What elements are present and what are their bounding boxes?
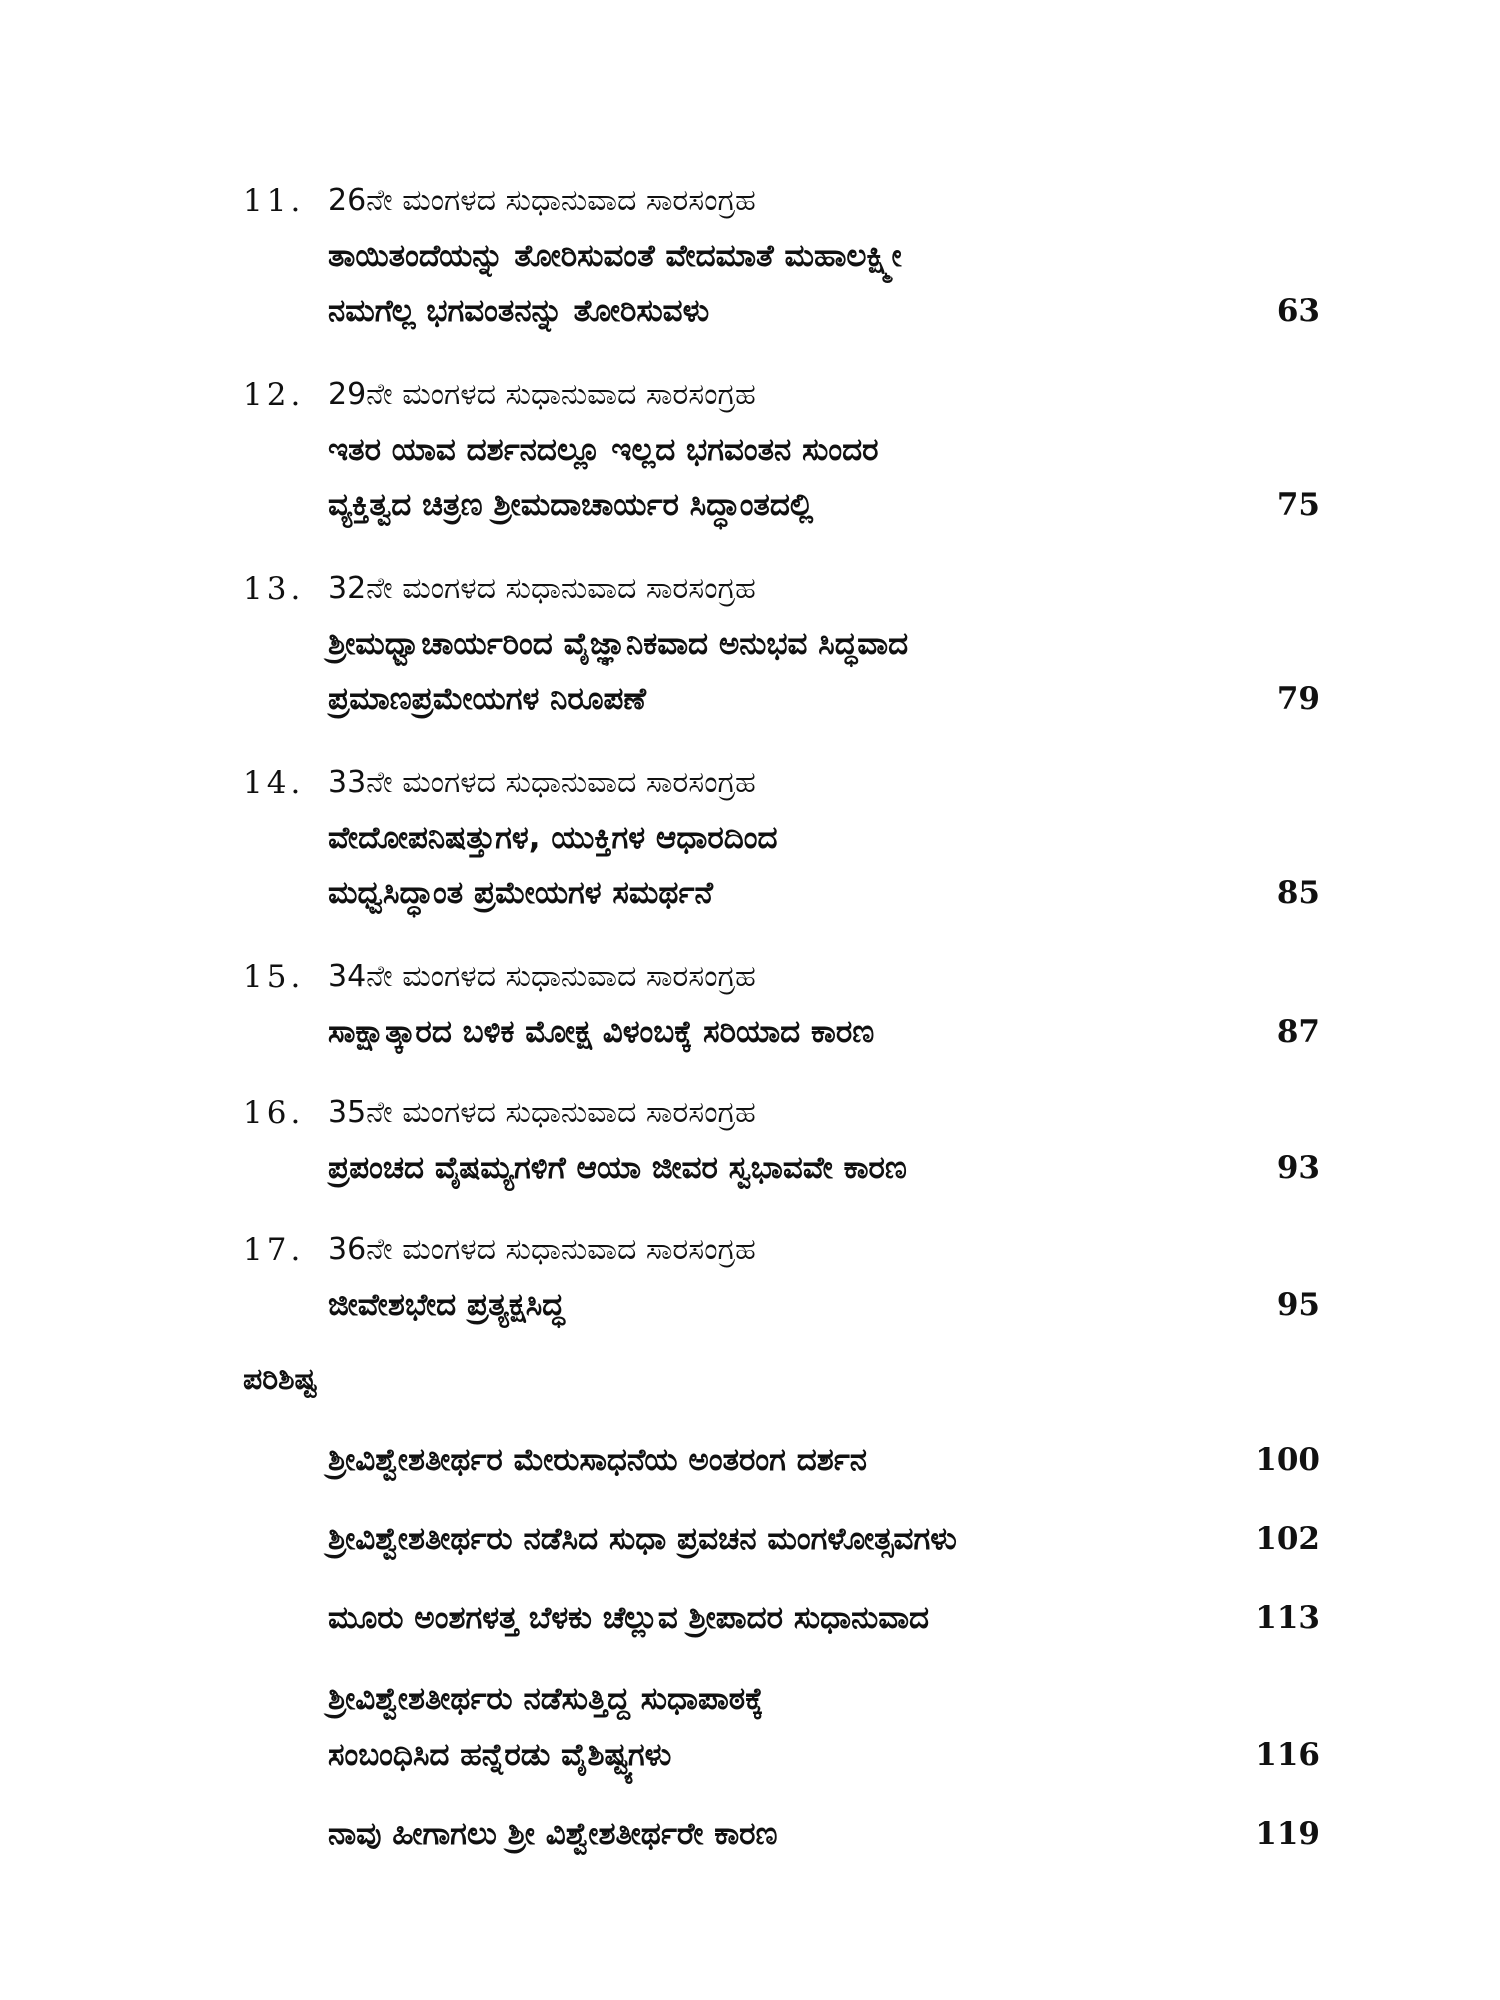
entry-subtitle: 29ನೇ ಮಂಗಳದ ಸುಧಾನುವಾದ ಸಾರಸಂಗ್ರಹ [328,377,756,412]
entry-page-number: 63 [1276,293,1320,329]
entry-page-number: 87 [1276,1014,1320,1050]
entry-title-line-1: ಸಾಕ್ಷಾತ್ಕಾರದ ಬಳಿಕ ಮೋಕ್ಷ ವಿಳಂಬಕ್ಕೆ ಸರಿಯಾದ ಕಾರಣ [328,1014,875,1050]
entry-title-line-1: ಶ್ರೀಮಧ್ವಾಚಾರ್ಯರಿಂದ ವೈಜ್ಞಾನಿಕವಾದ ಅನುಭವ ಸಿದ್ಧವಾದ [328,626,909,662]
entry-page-number: 93 [1276,1150,1320,1186]
entry-subtitle: 34ನೇ ಮಂಗಳದ ಸುಧಾನುವಾದ ಸಾರಸಂಗ್ರಹ [328,959,756,994]
entry-title-line-1: ತಾಯಿತಂದೆಯನ್ನು ತೋರಿಸುವಂತೆ ವೇದಮಾತೆ ಮಹಾಲಕ್ಷ್ಮೀ [328,238,902,274]
appendix-item-title: ಶ್ರೀವಿಶ್ವೇಶತೀರ್ಥರ ಮೇರುಸಾಧನೆಯ ಅಂತರಂಗ ದರ್ಶನ [328,1442,868,1478]
entry-title-line-2: ನಮಗೆಲ್ಲ ಭಗವಂತನನ್ನು ತೋರಿಸುವಳು [328,293,710,329]
entry-title-line-1: ಪ್ರಪಂಚದ ವೈಷಮ್ಯಗಳಿಗೆ ಆಯಾ ಜೀವರ ಸ್ವಭಾವವೇ ಕಾರಣ [328,1150,907,1186]
entry-number: 14. [243,765,305,801]
appendix-item-page: 116 [1255,1737,1320,1773]
appendix-item-page: 100 [1255,1442,1320,1478]
entry-number: 15. [243,959,305,995]
entry-number: 13. [243,571,305,607]
appendix-item-title: ನಾವು ಹೀಗಾಗಲು ಶ್ರೀ ವಿಶ್ವೇಶತೀರ್ಥರೇ ಕಾರಣ [328,1816,778,1852]
appendix-item-title: ಮೂರು ಅಂಶಗಳತ್ತ ಬೆಳಕು ಚೆಲ್ಲುವ ಶ್ರೀಪಾದರ ಸುಧಾನುವಾದ [328,1600,930,1636]
entry-number: 11. [243,183,305,219]
appendix-item-title-line-2: ಸಂಬಂಧಿಸಿದ ಹನ್ನೆರಡು ವೈಶಿಷ್ಟ್ಯಗಳು [328,1737,672,1773]
appendix-item-page: 113 [1255,1600,1320,1636]
entry-page-number: 85 [1276,875,1320,911]
entry-number: 12. [243,377,305,413]
appendix-item-title: ಶ್ರೀವಿಶ್ವೇಶತೀರ್ಥರು ನಡೆಸಿದ ಸುಧಾ ಪ್ರವಚನ ಮಂಗಳೋತ್ಸವಗಳು [328,1521,957,1557]
appendix-item-page: 119 [1255,1816,1320,1852]
entry-title-line-2: ಪ್ರಮಾಣಪ್ರಮೇಯಗಳ ನಿರೂಪಣೆ [328,681,646,717]
entry-subtitle: 32ನೇ ಮಂಗಳದ ಸುಧಾನುವಾದ ಸಾರಸಂಗ್ರಹ [328,571,756,606]
entry-title-line-2: ವ್ಯಕ್ತಿತ್ವದ ಚಿತ್ರಣ ಶ್ರೀಮದಾಚಾರ್ಯರ ಸಿದ್ಧಾಂತದಲ್ಲಿ [328,487,814,523]
entry-subtitle: 33ನೇ ಮಂಗಳದ ಸುಧಾನುವಾದ ಸಾರಸಂಗ್ರಹ [328,765,756,800]
entry-title-line-1: ಇತರ ಯಾವ ದರ್ಶನದಲ್ಲೂ ಇಲ್ಲದ ಭಗವಂತನ ಸುಂದರ [328,432,879,468]
entry-page-number: 79 [1276,681,1320,717]
entry-subtitle: 36ನೇ ಮಂಗಳದ ಸುಧಾನುವಾದ ಸಾರಸಂಗ್ರಹ [328,1232,756,1267]
entry-title-line-1: ಜೀವೇಶಭೇದ ಪ್ರತ್ಯಕ್ಷಸಿದ್ಧ [328,1287,565,1323]
entry-subtitle: 35ನೇ ಮಂಗಳದ ಸುಧಾನುವಾದ ಸಾರಸಂಗ್ರಹ [328,1095,756,1130]
entry-subtitle: 26ನೇ ಮಂಗಳದ ಸುಧಾನುವಾದ ಸಾರಸಂಗ್ರಹ [328,183,756,218]
entry-page-number: 95 [1276,1287,1320,1323]
entry-number: 16. [243,1095,305,1131]
entry-page-number: 75 [1276,487,1320,523]
appendix-heading: ಪರಿಶಿಷ್ಟ [243,1362,318,1397]
entry-title-line-1: ವೇದೋಪನಿಷತ್ತುಗಳ, ಯುಕ್ತಿಗಳ ಆಧಾರದಿಂದ [328,820,778,856]
appendix-item-page: 102 [1255,1521,1320,1557]
entry-title-line-2: ಮಧ್ವಸಿದ್ಧಾಂತ ಪ್ರಮೇಯಗಳ ಸಮರ್ಥನೆ [328,875,713,911]
entry-number: 17. [243,1232,305,1268]
appendix-item-title-line-1: ಶ್ರೀವಿಶ್ವೇಶತೀರ್ಥರು ನಡೆಸುತ್ತಿದ್ದ ಸುಧಾಪಾಠಕ್ಕೆ [328,1681,764,1717]
